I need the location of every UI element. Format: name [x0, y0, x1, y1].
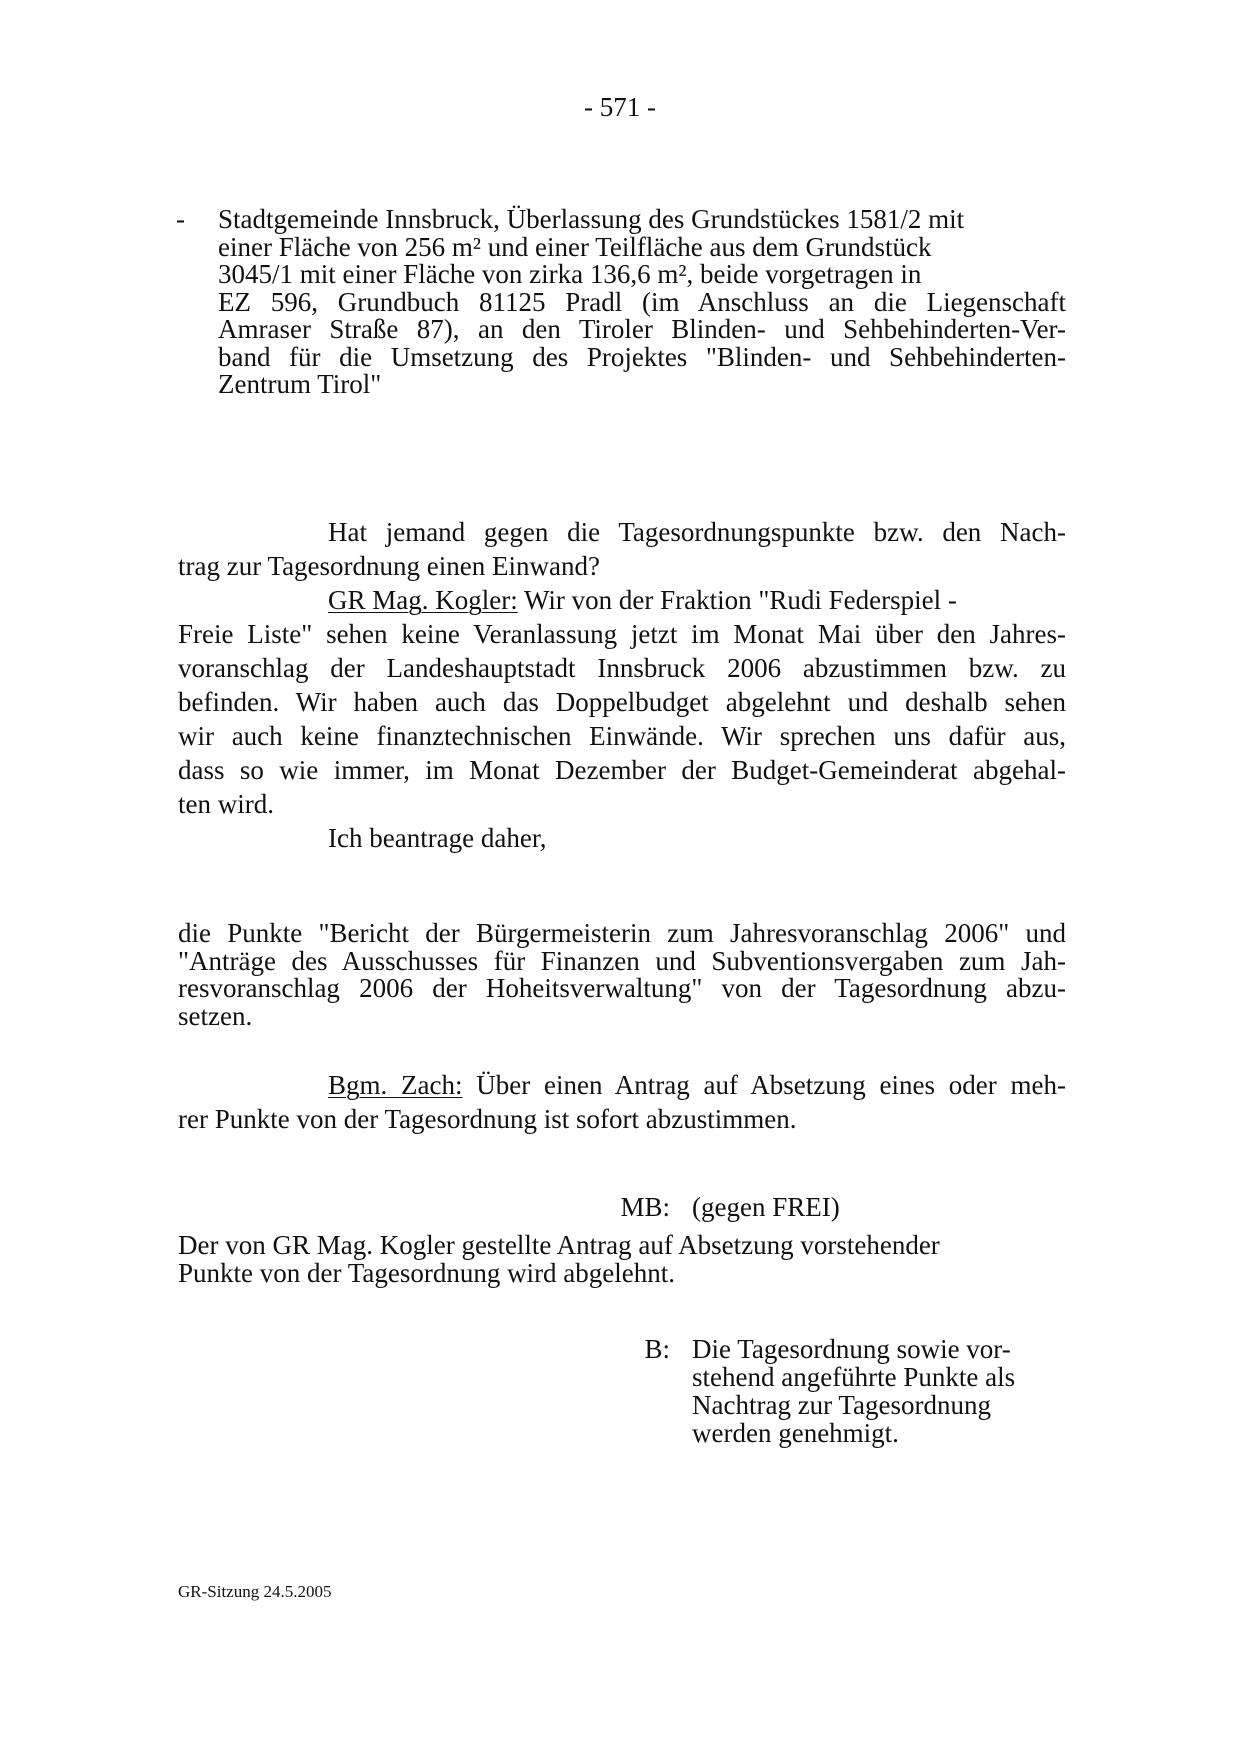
decision-line: stehend angeführte Punkte als — [692, 1362, 1016, 1392]
footer-session-date: GR-Sitzung 24.5.2005 — [178, 1582, 332, 1601]
question-line: trag zur Tagesordnung einen Einwand? — [178, 551, 600, 581]
statement-line: Freie Liste" sehen keine Veranlassung jetzt im Monat Mai über den Jahres- — [178, 619, 1066, 649]
statement-line: voranschlag der Landeshauptstadt Innsbruck 2006 abzustimmen bzw. zu — [178, 653, 1066, 683]
statement-line: rer Punkte von der Tagesordnung ist sofort abzustimmen. — [178, 1104, 797, 1134]
statement-line: ten wird. — [178, 789, 274, 819]
agenda-line: einer Fläche von 256 m² und einer Teilfläche aus dem Grundstück — [218, 231, 932, 262]
list-dash: - — [176, 204, 185, 234]
decision-line: Die Tagesordnung sowie vor- — [692, 1334, 1011, 1364]
statement-line: wir auch keine finanztechnischen Einwände. Wir sprechen uns dafür aus, — [178, 721, 1066, 751]
statement-line: dass so wie immer, im Monat Dezember der Budget-Gemeinderat abgehal- — [178, 755, 1066, 785]
motion-line: resvoranschlag 2006 der Hoheitsverwaltung" von der Tagesordnung abzu- — [178, 973, 1066, 1003]
agenda-line: Zentrum Tirol" — [218, 369, 382, 399]
speaker-name: GR Mag. Kogler: — [328, 585, 518, 615]
agenda-line: Amraser Straße 87), an den Tiroler Blinden- und Sehbehinderten-Ver- — [218, 314, 1066, 344]
mb-line: Punkte von der Tagesordnung wird abgelehnt. — [178, 1257, 676, 1288]
motion-line: die Punkte "Bericht der Bürgermeisterin zum Jahresvoranschlag 2006" und — [178, 918, 1066, 948]
statement-text: Über einen Antrag auf Absetzung eines oder meh- — [462, 1070, 1066, 1100]
mb-result: (gegen FREI) — [692, 1192, 840, 1222]
question-paragraph — [178, 515, 1066, 583]
decision-line: Nachtrag zur Tagesordnung — [692, 1390, 992, 1420]
mb-label: MB: — [620, 1192, 670, 1222]
statement-text: Wir von der Fraktion "Rudi Federspiel - — [517, 585, 957, 615]
motion-line: "Anträge des Ausschusses für Finanzen und Subventionsvergaben zum Jah- — [178, 945, 1066, 976]
decision-label-box — [560, 1335, 670, 1363]
page-number: - 571 - — [584, 92, 656, 122]
agenda-line: EZ 596, Grundbuch 81125 Pradl (im Anschluss an die Liegenschaft — [218, 286, 1066, 317]
motion-line: setzen. — [178, 1000, 253, 1031]
zach-first-line — [178, 1068, 1066, 1102]
agenda-line: Stadtgemeinde Innsbruck, Überlassung des Grundstückes 1581/2 mit — [218, 204, 965, 234]
mb-text — [178, 1232, 1066, 1287]
decision-label: B: — [644, 1334, 670, 1364]
decision-line: werden genehmigt. — [692, 1418, 899, 1448]
agenda-item — [218, 206, 1066, 399]
kogler-first-line — [178, 583, 1066, 617]
mb-line: Der von GR Mag. Kogler gestellte Antrag auf Absetzung vorstehender — [178, 1230, 940, 1260]
question-line: Hat jemand gegen die Tagesordnungspunkte bzw. den Nach- — [328, 517, 1066, 547]
zach-statement — [178, 1068, 1066, 1136]
request-line: Ich beantrage daher, — [328, 823, 547, 853]
statement-line: befinden. Wir haben auch das Doppelbudget abgelehnt und deshalb sehen — [178, 687, 1066, 717]
decision-text — [692, 1335, 1015, 1447]
agenda-line: band für die Umsetzung des Projektes "Blinden- und Sehbehinderten- — [218, 341, 1066, 372]
agenda-line: 3045/1 mit einer Fläche von zirka 136,6 m², beide vorgetragen in — [218, 259, 922, 289]
motion-text — [178, 920, 1066, 1030]
mb-label-box — [560, 1193, 670, 1221]
kogler-statement — [178, 583, 1066, 855]
speaker-name: Bgm. Zach: — [328, 1070, 463, 1100]
